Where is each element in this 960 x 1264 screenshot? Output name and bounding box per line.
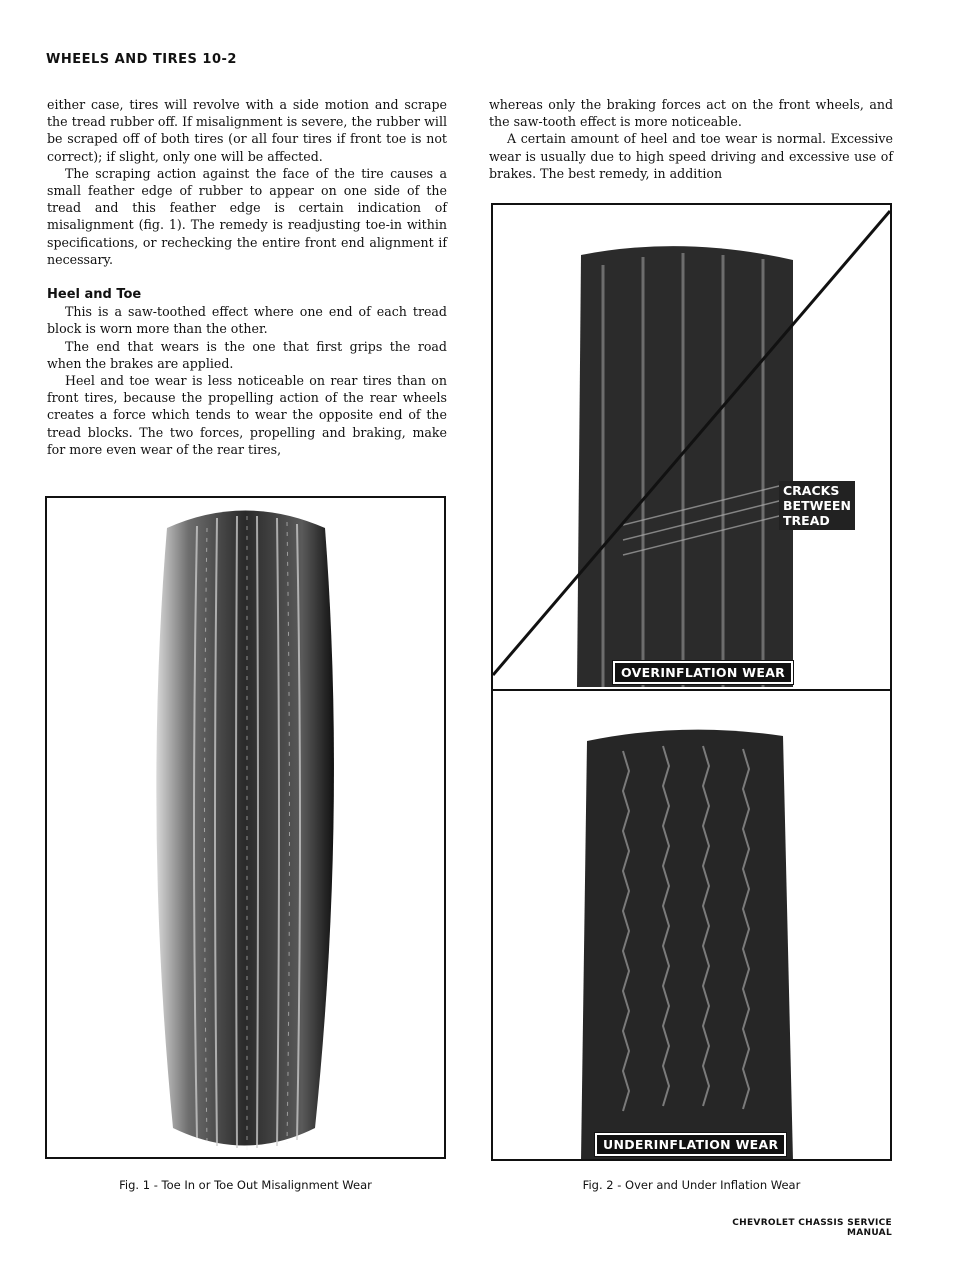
running-head: WHEELS AND TIRES 10-2 (46, 52, 237, 67)
paragraph: The end that wears is the one that first grips the road when the brakes are applied. (47, 338, 447, 371)
paragraph: whereas only the braking forces act on the front wheels, and the saw-tooth effect is more noticeable. (489, 97, 893, 130)
footer-manual-title: CHEVROLET CHASSIS SERVICE MANUAL (732, 1218, 892, 1238)
cracks-label (779, 481, 855, 530)
paragraph: Heel and toe wear is less noticeable on rear tires than on front tires, because the propelling action of the rear wheels creates a force which tends to wear the opposite end of the tread blocks. The two forces, propelling and braking, make for more even wear of the rear tires, (47, 373, 447, 457)
cracks-label-line: TREAD (783, 513, 830, 528)
figure-1-photo (45, 496, 446, 1159)
figure-1-caption: Fig. 1 - Toe In or Toe Out Misalignment Wear (119, 1178, 372, 1192)
cracks-label-line: CRACKS (783, 483, 840, 498)
right-column (489, 96, 893, 182)
overinflation-label: OVERINFLATION WEAR (613, 661, 793, 684)
overinflation-tire-image (493, 205, 890, 687)
paragraph: A certain amount of heel and toe wear is normal. Excessive wear is usually due to high speed driving and excessive use of brakes. The best remedy, in addition (489, 131, 893, 181)
paragraph: either case, tires will revolve with a side motion and scrape the tread rubber off. If misalignment is severe, the rubber will be scraped off of both tires (or all four tires if front toe is not correct); if slight, only one will be affected. (47, 97, 447, 164)
underinflation-tire-image (493, 691, 890, 1161)
tire-front-image (47, 498, 444, 1157)
paragraph: The scraping action against the face of the tire causes a small feather edge of rubber to appear on one side of the tread and this feather edge is certain indication of misalignment (fig. 1). The remedy is readjusting toe-in within specifications, or rechecking the entire front end alignment if necessary. (47, 165, 447, 267)
figure-2-photo (491, 203, 892, 1161)
paragraph: This is a saw-toothed effect where one end of each tread block is worn more than the other. (47, 304, 447, 337)
cracks-label-line: BETWEEN (783, 498, 851, 513)
left-column (47, 96, 447, 458)
underinflation-label: UNDERINFLATION WEAR (595, 1133, 786, 1156)
section-heading: Heel and Toe (47, 287, 142, 303)
figure-2-caption: Fig. 2 - Over and Under Inflation Wear (582, 1178, 801, 1192)
